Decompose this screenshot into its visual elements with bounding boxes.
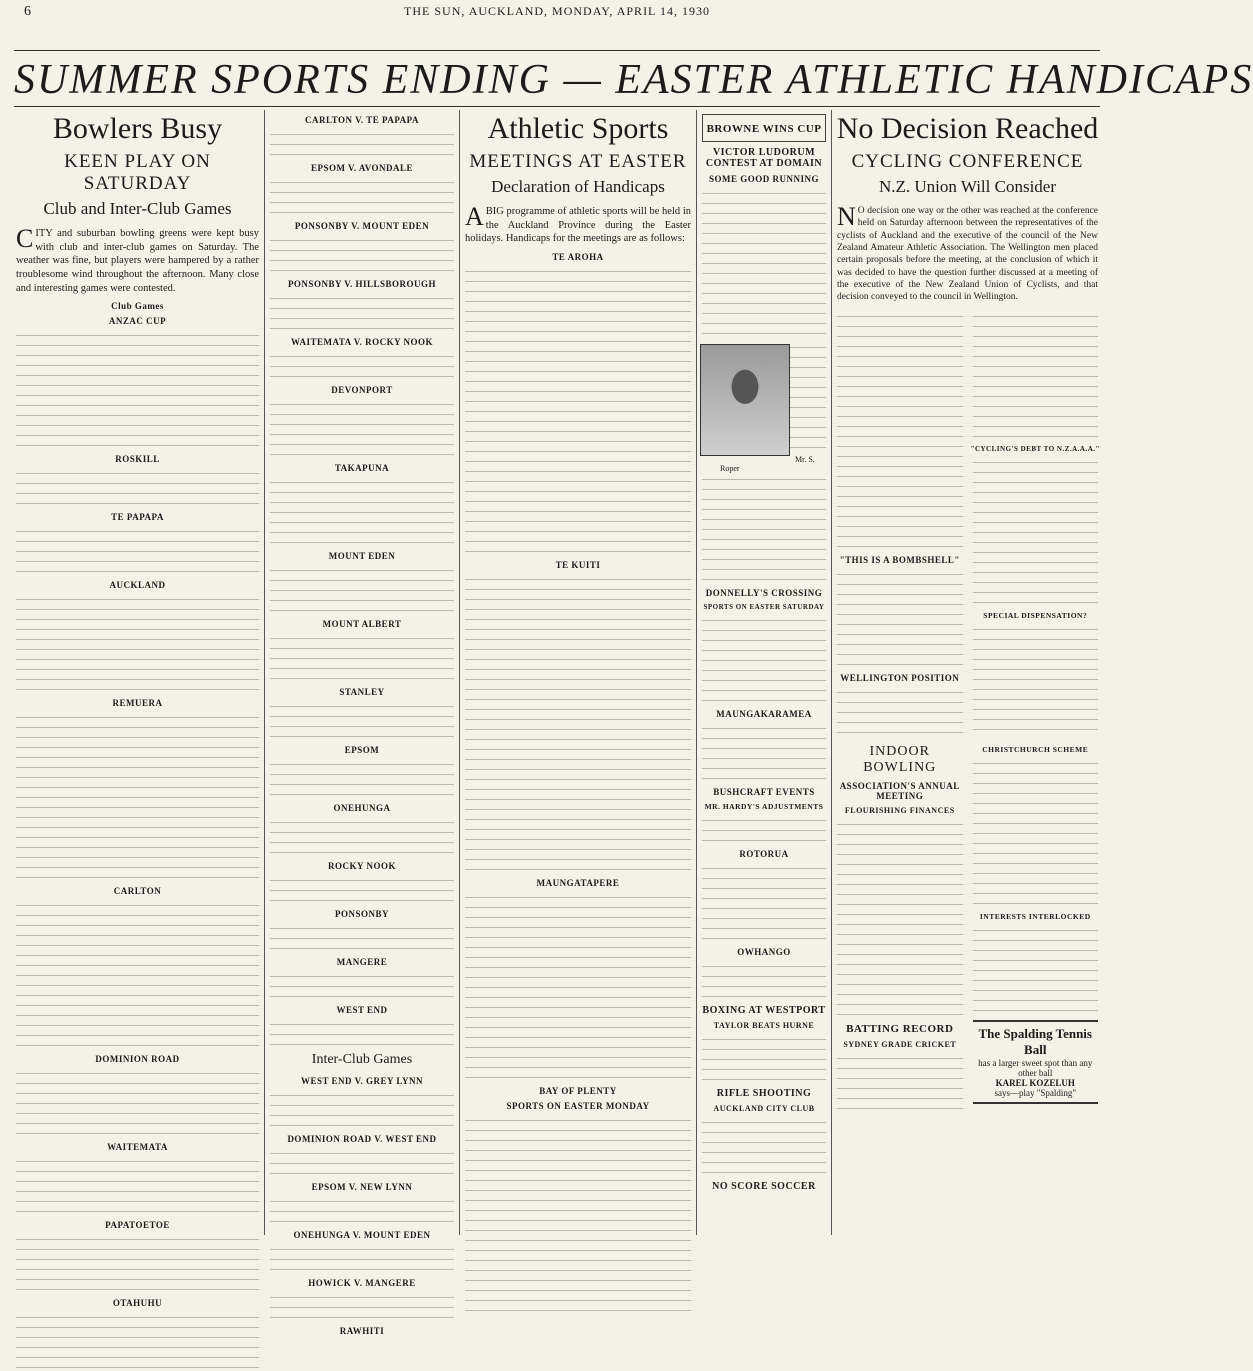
subhead-flourishing-finances: FLOURISHING FINANCES	[844, 805, 955, 815]
headline-browne-wins-cup: BROWNE WINS CUP	[706, 123, 822, 135]
column-divider	[696, 110, 697, 1235]
results-text	[837, 310, 963, 550]
column-divider	[264, 110, 265, 1235]
section-onehunga-v-mount-eden: ONEHUNGA V. MOUNT EDEN	[293, 1230, 431, 1240]
results-text	[270, 350, 454, 380]
lead-paragraph: ABIG programme of athletic sports will be held in the Auckland Province during the Easter holidays. Handicaps for the meetings are as follows:	[465, 202, 691, 245]
section-remuera: REMUERA	[112, 698, 163, 709]
section-west-end: WEST END	[336, 1005, 388, 1015]
banner-headline: SUMMER SPORTS ENDING — EASTER ATHLETIC HANDICAPS	[14, 57, 1253, 103]
results-text	[702, 814, 826, 844]
results-text	[16, 1155, 259, 1215]
results-text	[702, 1033, 826, 1083]
column-divider	[831, 110, 832, 1235]
ad-title: The Spalding Tennis Ball	[978, 1025, 1092, 1057]
section-anzac-cup: ANZAC CUP	[108, 316, 167, 327]
section-howick-v-mangere: HOWICK V. MANGERE	[308, 1278, 416, 1288]
column-bowling-results	[268, 110, 456, 1336]
ad-line: has a larger sweet spot than any other ball	[978, 1057, 1093, 1078]
column-no-decision	[835, 110, 1100, 1235]
spalding-advertisement	[973, 1020, 1099, 1104]
section-donnellys-crossing: DONNELLY'S CROSSING	[705, 588, 823, 598]
results-text	[270, 1291, 454, 1321]
results-text	[702, 473, 826, 583]
section-auckland: AUCKLAND	[109, 580, 166, 591]
headline-indoor-bowling: INDOOR BOWLING	[863, 743, 937, 775]
text-subcolumn	[835, 310, 965, 740]
two-column-body	[835, 310, 1100, 740]
section-special-dispensation: SPECIAL DISPENSATION?	[983, 610, 1088, 620]
results-text	[270, 398, 454, 458]
results-text	[270, 564, 454, 614]
section-te-aroha: TE AROHA	[552, 251, 604, 262]
banner-rule	[14, 106, 1100, 107]
text-subcolumn	[835, 740, 965, 1116]
section-takapuna: TAKAPUNA	[334, 463, 390, 473]
section-ponsonby-v-mount-eden: PONSONBY V. MOUNT EDEN	[294, 221, 430, 231]
results-text	[973, 924, 1099, 1014]
section-maungakaramea: MAUNGAKARAMEA	[716, 709, 812, 719]
column-bowlers	[14, 110, 261, 1309]
results-text	[270, 758, 454, 798]
results-text	[16, 593, 259, 693]
section-te-kuiti: TE KUITI	[555, 559, 601, 570]
results-text	[270, 1243, 454, 1273]
section-wellington-position: WELLINGTON POSITION	[840, 672, 960, 683]
results-text	[973, 456, 1099, 606]
section-interests-interlocked: INTERESTS INTERLOCKED	[979, 911, 1091, 921]
subhead-victor-ludorum: VICTOR LUDORUM CONTEST AT DOMAIN	[705, 147, 823, 169]
section-maungatapere: MAUNGATAPERE	[536, 877, 620, 888]
headline-boxing-westport: BOXING AT WESTPORT	[702, 1005, 826, 1016]
section-cycling-debt: "CYCLING'S DEBT TO N.Z.A.A.A."	[970, 444, 1100, 453]
text-subcolumn	[971, 310, 1101, 740]
masthead: THE SUN, AUCKLAND, MONDAY, APRIL 14, 1930	[404, 4, 710, 18]
headline-rifle-shooting: RIFLE SHOOTING	[716, 1088, 812, 1099]
results-text	[465, 1114, 691, 1314]
results-text	[16, 1067, 259, 1137]
subhead-hardys-adjustments: MR. HARDY'S ADJUSTMENTS	[704, 802, 824, 811]
results-text	[702, 1116, 826, 1176]
header-rule	[14, 50, 1100, 51]
results-text	[270, 128, 454, 158]
results-text	[270, 922, 454, 952]
headline-no-score-soccer: NO SCORE SOCCER	[712, 1181, 816, 1192]
subhead-cycling-conference: CYCLING CONFERENCE	[851, 151, 1084, 172]
section-rawhiti: RAWHITI	[339, 1326, 385, 1336]
photo-caption: Mr. S. Roper	[720, 455, 815, 473]
subhead-sydney-grade-cricket: SYDNEY GRADE CRICKET	[843, 1039, 957, 1049]
results-text	[270, 176, 454, 216]
section-epsom-v-new-lynn: EPSOM V. NEW LYNN	[311, 1182, 413, 1192]
headline-athletic-sports: Athletic Sports	[487, 112, 669, 145]
section-epsom: EPSOM	[344, 745, 380, 755]
results-text	[702, 722, 826, 782]
results-text	[16, 711, 259, 881]
results-text	[837, 818, 963, 1018]
results-text	[270, 970, 454, 1000]
section-carlton-v-te-papapa: CARLTON V. TE PAPAPA	[304, 115, 420, 125]
section-stanley: STANLEY	[339, 687, 385, 697]
section-ponsonby-v-hillsborough: PONSONBY V. HILLSBOROUGH	[287, 279, 437, 289]
column-boxing-rifle	[700, 1000, 828, 1235]
page-header	[14, 0, 1100, 22]
results-text	[270, 816, 454, 856]
section-owhango: OWHANGO	[737, 947, 791, 957]
subhead-inter-club: Inter-Club Games	[311, 1052, 413, 1067]
photo-block	[700, 341, 828, 451]
subhead-annual-meeting: ASSOCIATION'S ANNUAL MEETING	[839, 780, 960, 801]
results-text	[270, 874, 454, 904]
headline-no-decision: No Decision Reached	[836, 112, 1099, 145]
column-divider	[459, 110, 460, 1235]
results-text	[16, 1233, 259, 1293]
ad-signature: KAREL KOZELUH	[995, 1077, 1075, 1088]
headline-batting-record: BATTING RECORD	[846, 1022, 954, 1035]
section-west-end-v-grey-lynn: WEST END V. GREY LYNN	[300, 1076, 424, 1086]
results-text	[973, 310, 1099, 440]
results-text	[16, 467, 259, 507]
lead-paragraph: CITY and suburban bowling greens were kept busy with club and inter-club games on Saturday. The weather was fine, but players were hampered by a rather troublesome wind throughout the afternoon. Many close and interesting games were contested.	[16, 224, 259, 294]
section-christchurch-scheme: CHRISTCHURCH SCHEME	[982, 744, 1089, 754]
section-epsom-v-avondale: EPSOM V. AVONDALE	[310, 163, 414, 173]
ad-says: says—play "Spalding"	[994, 1087, 1077, 1098]
results-text	[270, 1195, 454, 1225]
page-number: 6	[24, 4, 32, 19]
subhead-auckland-city-club: AUCKLAND CITY CLUB	[713, 1104, 815, 1113]
section-otahuhu: OTAHUHU	[112, 1298, 163, 1309]
results-text	[465, 891, 691, 1081]
results-text	[465, 573, 691, 873]
section-easter-monday: SPORTS ON EASTER MONDAY	[506, 1100, 650, 1111]
section-roskill: ROSKILL	[115, 454, 160, 465]
results-text	[16, 525, 259, 575]
section-onehunga: ONEHUNGA	[333, 803, 391, 813]
section-rotorua: ROTORUA	[739, 849, 789, 859]
subhead-keen-play: KEEN PLAY ON SATURDAY	[64, 151, 211, 194]
section-carlton: CARLTON	[113, 886, 162, 897]
portrait-photo	[700, 344, 790, 456]
results-text	[702, 187, 826, 337]
column-athletic-sports	[463, 110, 693, 1235]
results-text	[270, 632, 454, 682]
headline-bowlers: Bowlers Busy	[52, 112, 223, 145]
results-text	[16, 1311, 259, 1371]
browne-headline-box	[702, 114, 826, 142]
results-text	[16, 899, 259, 1049]
section-ponsonby: PONSONBY	[334, 909, 389, 919]
results-text	[270, 1018, 454, 1048]
results-text	[270, 292, 454, 332]
subhead-taylor-beats-hurne: TAYLOR BEATS HURNE	[713, 1021, 815, 1030]
section-waitemata: WAITEMATA	[107, 1142, 168, 1153]
section-dominion-v-west-end: DOMINION ROAD V. WEST END	[287, 1134, 437, 1144]
section-mount-albert: MOUNT ALBERT	[322, 619, 402, 629]
results-text	[837, 686, 963, 736]
results-text	[973, 623, 1099, 733]
section-waitemata-v-rocky-nook: WAITEMATA V. ROCKY NOOK	[290, 337, 434, 347]
section-rocky-nook: ROCKY NOOK	[328, 861, 396, 871]
section-bombshell: "THIS IS A BOMBSHELL"	[839, 554, 960, 565]
results-text	[270, 234, 454, 274]
results-text	[270, 1147, 454, 1177]
section-club-games: Club Games	[111, 301, 164, 312]
lower-two-column	[835, 740, 1100, 1116]
section-bushcraft-events: BUSHCRAFT EVENTS	[713, 787, 815, 797]
subhead-good-running: SOME GOOD RUNNING	[708, 174, 819, 184]
results-text	[270, 1089, 454, 1129]
section-mangere: MANGERE	[336, 957, 388, 967]
results-text	[465, 265, 691, 555]
results-text	[973, 757, 1099, 907]
subhead-nz-union: N.Z. Union Will Consider	[878, 177, 1057, 196]
subhead-handicaps: Declaration of Handicaps	[491, 177, 665, 196]
subhead-meetings-easter: MEETINGS AT EASTER	[469, 151, 687, 172]
results-text	[270, 700, 454, 740]
results-text	[702, 614, 826, 704]
results-text	[702, 862, 826, 942]
section-te-papapa: TE PAPAPA	[111, 512, 164, 523]
section-papatoetoe: PAPATOETOE	[105, 1220, 170, 1231]
subhead-easter-saturday: SPORTS ON EASTER SATURDAY	[703, 603, 825, 611]
results-text	[837, 1052, 963, 1112]
subhead-club-games: Club and Inter-Club Games	[43, 199, 232, 218]
results-text	[16, 329, 259, 449]
results-text	[837, 568, 963, 668]
section-devonport: DEVONPORT	[331, 385, 393, 395]
section-dominion-road: DOMINION ROAD	[95, 1054, 180, 1065]
lead-paragraph: NO decision one way or the other was reached at the conference held on Saturday afternoon between the representatives of the cyclists of Auckland and the executive of the council of the New Zealand Amateur Athletic Association. The Wellington men placed certain proposals before the meeting, at the conclusion of which it was decided to have the question further discussed at a meeting of the executive of the New Zealand Union of Cyclists, and that decision conveyed to the council in Wellington.	[837, 202, 1098, 303]
text-subcolumn	[971, 740, 1101, 1116]
results-text	[270, 476, 454, 546]
section-bay-of-plenty: BAY OF PLENTY	[539, 1085, 617, 1096]
section-mount-eden: MOUNT EDEN	[328, 551, 396, 561]
